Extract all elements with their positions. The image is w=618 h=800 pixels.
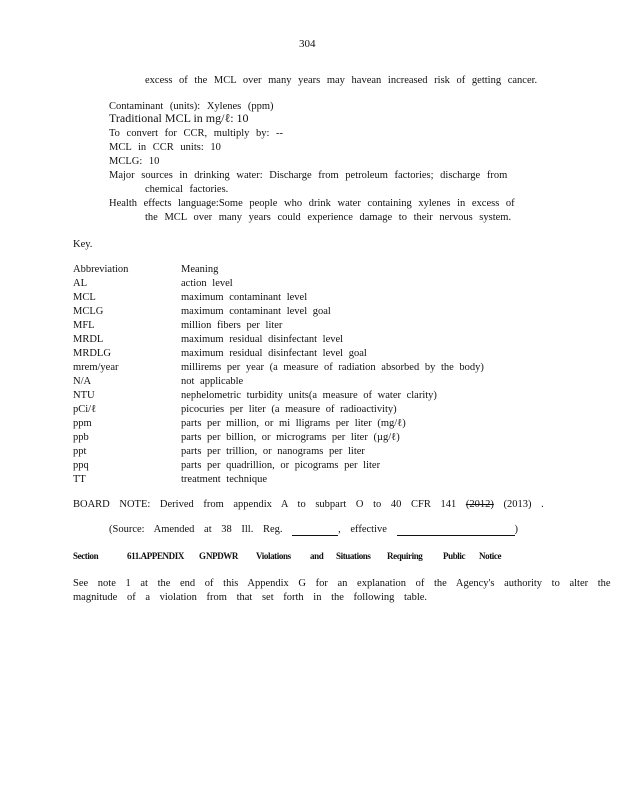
section-title-public: Public xyxy=(443,551,466,561)
key-abbreviation: ppm xyxy=(73,418,92,429)
board-note-prefix: BOARD NOTE: Derived from appendix A to subpart O to 40 CFR 141 xyxy=(73,499,457,510)
intro-line: excess of the MCL over many years may havean increased risk of getting cancer. xyxy=(145,75,538,86)
key-abbreviation: ppq xyxy=(73,460,89,471)
key-header-abbr: Abbreviation xyxy=(73,264,129,275)
section-title-notice: Notice xyxy=(479,551,502,561)
see-note-line-2: magnitude of a violation from that set forth in the following table. xyxy=(73,592,428,603)
convert-line: To convert for CCR, multiply by: -- xyxy=(109,128,284,139)
effective-date-blank xyxy=(397,524,515,536)
key-label: Key. xyxy=(73,239,93,250)
key-abbreviation: ppt xyxy=(73,446,87,457)
key-meaning: parts per billion, or micrograms per liter (µg/ℓ) xyxy=(181,432,400,443)
section-label: Section xyxy=(73,551,99,561)
board-note xyxy=(73,498,544,511)
section-title-requiring: Requiring xyxy=(387,551,423,561)
key-abbreviation: MRDLG xyxy=(73,348,111,359)
see-note-line-1: See note 1 at the end of this Appendix G for an explanation of the Agency's authority to alter the xyxy=(73,578,611,589)
key-abbreviation: TT xyxy=(73,474,86,485)
board-note-struck-year: (2012) xyxy=(465,499,494,510)
key-abbreviation: ppb xyxy=(73,432,89,443)
section-number: 611.APPENDIX xyxy=(127,551,184,561)
sources-line-1: Major sources in drinking water: Discharge from petroleum factories; discharge from xyxy=(109,170,508,181)
section-title-violations: Violations xyxy=(256,551,291,561)
section-title-and: and xyxy=(310,551,324,561)
board-note-suffix: (2013) . xyxy=(503,499,544,510)
traditional-mcl: Traditional MCL in mg/ℓ: 10 xyxy=(109,111,249,125)
key-meaning: not applicable xyxy=(181,376,244,387)
page-number: 304 xyxy=(299,38,316,50)
key-abbreviation: MCL xyxy=(73,292,96,303)
key-abbreviation: MFL xyxy=(73,320,95,331)
mcl-ccr: MCL in CCR units: 10 xyxy=(109,142,221,153)
key-meaning: million fibers per liter xyxy=(181,320,283,331)
mclg-line: MCLG: 10 xyxy=(109,156,160,167)
key-abbreviation: MCLG xyxy=(73,306,104,317)
key-meaning: picocuries per liter (a measure of radioactivity) xyxy=(181,404,397,415)
source-prefix: (Source: Amended at 38 Ill. Reg. xyxy=(109,524,283,535)
key-meaning: millirems per year (a measure of radiation absorbed by the body) xyxy=(181,362,484,373)
section-title-npdwr: NPDWR xyxy=(206,551,238,561)
key-header-meaning: Meaning xyxy=(181,264,219,275)
source-close: ) xyxy=(514,524,519,535)
key-meaning: nephelometric turbidity units(a measure of water clarity) xyxy=(181,390,437,401)
key-abbreviation: N/A xyxy=(73,376,92,387)
key-meaning: maximum contaminant level goal xyxy=(181,306,331,317)
key-meaning: maximum residual disinfectant level xyxy=(181,334,344,345)
source-line xyxy=(109,523,518,536)
key-meaning: parts per trillion, or nanograms per liter xyxy=(181,446,365,457)
key-meaning: maximum residual disinfectant level goal xyxy=(181,348,367,359)
key-meaning: parts per quadrillion, or picograms per liter xyxy=(181,460,381,471)
health-line-2: the MCL over many years could experience damage to their nervous system. xyxy=(145,212,512,223)
source-effective: effective xyxy=(350,524,387,535)
source-comma: , xyxy=(338,524,341,535)
key-abbreviation: AL xyxy=(73,278,87,289)
section-letter: G xyxy=(199,551,206,561)
sources-line-2: chemical factories. xyxy=(145,184,229,195)
key-abbreviation: NTU xyxy=(73,390,95,401)
key-meaning: parts per million, or mi lligrams per liter (mg/ℓ) xyxy=(181,418,406,429)
section-title-situations: Situations xyxy=(336,551,371,561)
key-meaning: action level xyxy=(181,278,233,289)
key-abbreviation: MRDL xyxy=(73,334,104,345)
key-meaning: maximum contaminant level xyxy=(181,292,308,303)
contaminant-name: Contaminant (units): Xylenes (ppm) xyxy=(109,101,274,112)
key-abbreviation: mrem/year xyxy=(73,362,119,373)
register-blank xyxy=(292,524,338,536)
key-meaning: treatment technique xyxy=(181,474,268,485)
health-line-1: Health effects language:Some people who drink water containing xylenes in excess of xyxy=(109,198,515,209)
key-abbreviation: pCi/ℓ xyxy=(73,404,97,415)
